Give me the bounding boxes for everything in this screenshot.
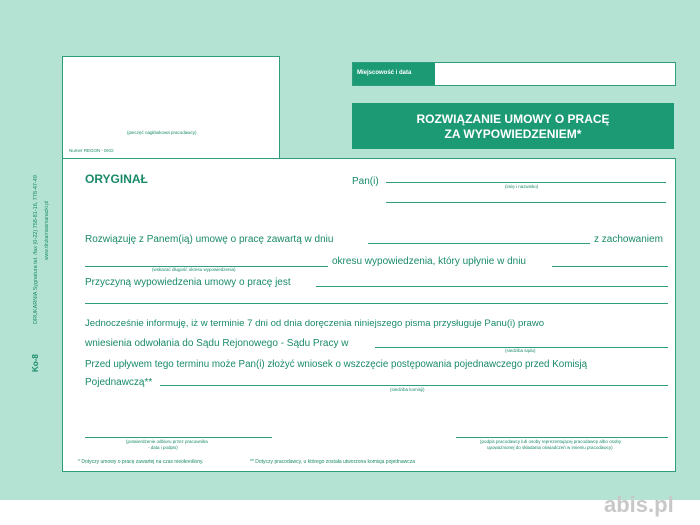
website-text: www.drukarniasmanacki.pl: [44, 200, 50, 260]
contract-date-line[interactable]: [368, 243, 590, 244]
stamp-label: (pieczęć nagłówkowa pracodawcy): [127, 130, 197, 135]
rights-text-3: Przed upływem tego terminu może Pan(i) złożyć wniosek o wszczęcie postępowania pojednawczego przed Komisją: [85, 359, 588, 370]
bottom-strip: [0, 500, 700, 525]
title-banner: [352, 103, 674, 149]
footnote-2: ** Dotyczy pracodawcy, u którego została utworzona komisja pojednawcza: [250, 459, 415, 465]
termination-text-1: Rozwiązuję z Panem(ią) umowę o pracę zawartą w dniu: [85, 234, 334, 245]
termination-text-2: okresu wypowiedzenia, który upłynie w dniu: [332, 256, 526, 267]
side-strip: [27, 162, 57, 462]
pan-hint: (imię i nazwisko): [505, 184, 539, 189]
original-label: ORYGINAŁ: [85, 172, 148, 186]
place-date-field[interactable]: [352, 62, 676, 86]
header-stamp-box: [62, 56, 280, 160]
employer-signature-hint-1: (podpis pracodawcy lub osoby reprezentującej pracodawcę albo osoby: [480, 439, 622, 444]
commission-seat-line[interactable]: [160, 385, 668, 386]
employee-signature-hint-2: - data i podpis): [148, 445, 178, 450]
employer-signature-hint-2: upoważnionej do składania oświadczeń w imieniu pracodawcy): [487, 445, 613, 450]
notice-length-hint: (wskazać długość okresu wypowiedzenia): [152, 267, 236, 272]
reason-text: Przyczyną wypowiedzenia umowy o pracę jest: [85, 277, 291, 288]
rights-text-2: wniesienia odwołania do Sądu Rejonowego - Sądu Pracy w: [85, 338, 349, 349]
pan-label: Pan(i): [352, 176, 379, 187]
end-date-line[interactable]: [552, 266, 668, 267]
form-sheet: [62, 158, 676, 472]
publisher-text: DRUKARNIA Sygnatura tel. /fax (0-22) 758-81-16, 778-47-49: [33, 175, 39, 324]
form-code: Ko-8: [31, 354, 40, 372]
reason-line-2[interactable]: [85, 303, 668, 304]
rights-text-1: Jednocześnie informuję, iż w terminie 7 dni od dnia doręczenia niniejszego pisma przysługuje Panu(i) prawo: [85, 318, 545, 329]
court-seat-hint: (siedziba sądu): [505, 348, 536, 353]
rights-text-4: Pojednawczą**: [85, 377, 153, 388]
footnote-1: * Dotyczy umowy o pracę zawartej na czas nieokreślony.: [78, 459, 204, 465]
regon-label: Numer REGON - EKD: [69, 148, 114, 153]
place-date-label: Miejscowość i data: [357, 70, 412, 76]
reason-line-1[interactable]: [316, 286, 668, 287]
pan-address-line[interactable]: [386, 202, 666, 203]
title-line-1: ROZWIĄZANIE UMOWY O PRACĘ: [416, 112, 610, 126]
commission-seat-hint: (siedziba komisji): [390, 387, 425, 392]
employee-signature-hint-1: (potwierdzenie odbioru przez pracownika: [126, 439, 208, 444]
employee-signature-line[interactable]: [85, 437, 272, 438]
pan-name-line[interactable]: [386, 182, 666, 183]
termination-text-1-end: z zachowaniem: [594, 234, 663, 245]
place-date-label-cell: [353, 63, 435, 85]
title-line-2: ZA WYPOWIEDZENIEM*: [444, 127, 582, 141]
employer-signature-line[interactable]: [456, 437, 668, 438]
watermark: abis.pl: [604, 492, 674, 517]
